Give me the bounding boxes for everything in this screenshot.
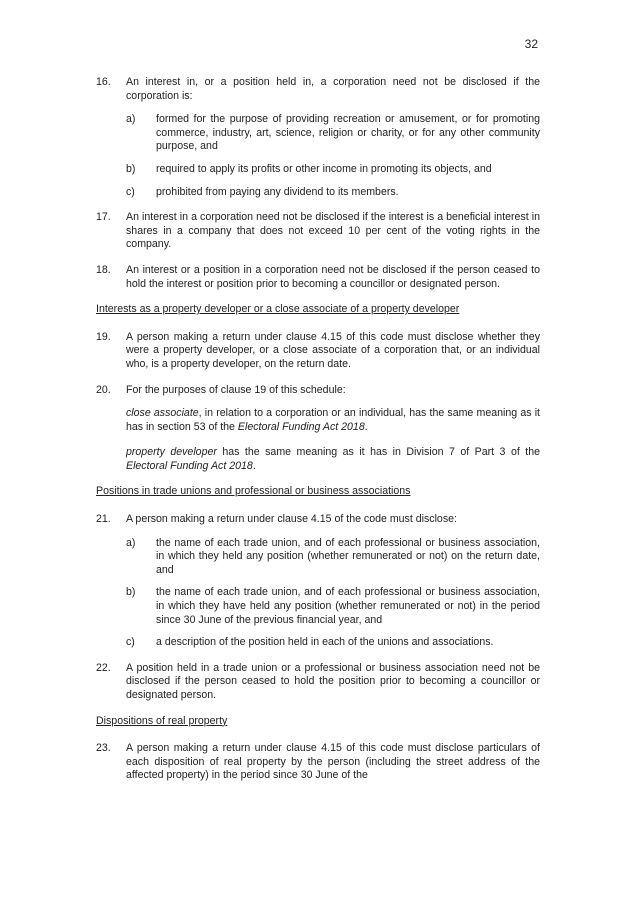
clause-text: An interest or a position in a corporation need not be disclosed if the person ceased to hold the interest or position prior to becoming a councillor or designated person. [126, 263, 540, 290]
clause-17 [96, 211, 540, 252]
clause-20 [96, 384, 540, 474]
clause-text: A person making a return under clause 4.15 of this code must disclose whether they were a property developer, or a close associate of a corporation that, or an individual who, is a property developer, on the return date. [126, 330, 540, 370]
section-heading-property-developer: Interests as a property developer or a close associate of a property developer [96, 303, 460, 316]
section-heading-dispositions: Dispositions of real property [96, 714, 228, 727]
defined-term: property developer [126, 446, 217, 459]
clause-number: 18. [96, 263, 111, 276]
clause-text: A person making a return under clause 4.15 of the code must disclose: [126, 513, 457, 526]
sub-item-letter: a) [126, 113, 136, 126]
clause-text: An interest in, or a position held in, a corporation need not be disclosed if the corporation is: [126, 76, 540, 102]
definition-end: . [364, 420, 368, 433]
clause-16 [96, 76, 540, 199]
document-body [96, 76, 540, 795]
clause-text: A position held in a trade union or a professional or business association need not be disclosed if the person ceased to hold the position prior to becoming a councillor or designated person. [126, 661, 540, 701]
definition-text: , in relation to a corporation or an individual, has the same meaning as it has in section 53 of the [126, 407, 540, 433]
clause-number: 23. [96, 742, 111, 755]
clause-number: 22. [96, 661, 111, 674]
sub-item-text: a description of the position held in each of the unions and associations. [156, 636, 494, 649]
sub-item [126, 163, 540, 177]
section-heading-trade-unions: Positions in trade unions and professional or business associations [96, 485, 411, 498]
sub-item [126, 636, 540, 650]
clause-number: 21. [96, 513, 111, 526]
sub-item-text: formed for the purpose of providing recreation or amusement, or for promoting commerce, industry, art, science, religion or charity, or for any other community purpose, and [156, 113, 540, 153]
clause-number: 17. [96, 211, 111, 224]
sub-item [126, 537, 540, 578]
sub-item-letter: b) [126, 162, 136, 175]
clause-23 [96, 742, 540, 783]
clause-number: 19. [96, 330, 111, 343]
defined-term: close associate [126, 407, 199, 420]
act-title: Electoral Funding Act 2018 [126, 459, 253, 472]
clause-text: For the purposes of clause 19 of this schedule: [126, 383, 346, 396]
sub-item-letter: c) [126, 636, 135, 649]
clause-22 [96, 662, 540, 703]
sub-item-text: the name of each trade union, and of each professional or business association, in which they held any position (whether remunerated or not) on the return date, and [156, 536, 540, 576]
sub-item-letter: b) [126, 586, 136, 599]
clause-text: A person making a return under clause 4.15 of this code must disclose particulars of each disposition of real property by the person (including the street address of the affected property) in the period since 30 June of the [126, 742, 540, 782]
definition-close-associate [126, 407, 540, 434]
sub-item-letter: c) [126, 185, 135, 198]
sub-item-text: the name of each trade union, and of each professional or business association, in which they have held any position (whether remunerated or not) in the period since 30 June of the previous financial year, and [156, 586, 540, 626]
clause-text: An interest in a corporation need not be disclosed if the interest is a beneficial interest in shares in a company that does not exceed 10 per cent of the voting rights in the company. [126, 211, 540, 251]
sub-item [126, 186, 540, 200]
act-title: Electoral Funding Act 2018 [237, 420, 365, 433]
definition-text: has the same meaning as it has in Division 7 of Part 3 of the [216, 446, 540, 459]
definition-end: . [252, 459, 256, 472]
sub-item [126, 586, 540, 627]
sub-item-text: prohibited from paying any dividend to its members. [156, 185, 399, 198]
clause-18 [96, 264, 540, 291]
sub-item-letter: a) [126, 536, 136, 549]
clause-number: 16. [96, 76, 111, 88]
page-number: 32 [524, 37, 538, 51]
clause-19 [96, 331, 540, 372]
clause-number: 20. [96, 383, 111, 396]
clause-21 [96, 513, 540, 650]
sub-item [126, 113, 540, 154]
sub-item-text: required to apply its profits or other income in promoting its objects, and [156, 162, 492, 175]
definition-property-developer [126, 446, 540, 473]
